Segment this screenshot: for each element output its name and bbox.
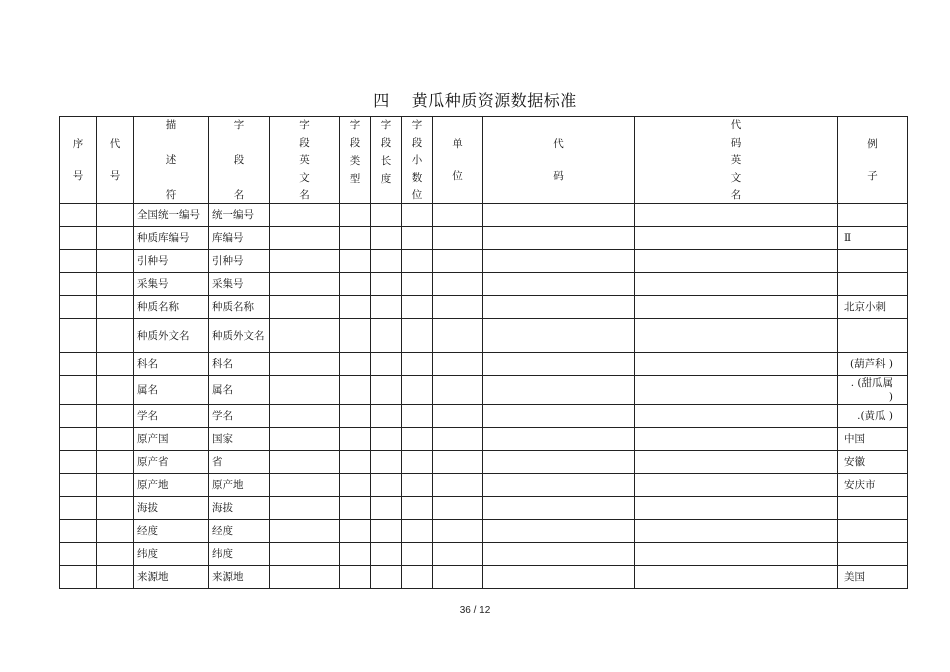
table-row [60, 451, 908, 474]
empty-cell [371, 296, 402, 319]
field-name-cell: 科名 [209, 353, 270, 376]
field-name-cell: 纬度 [209, 543, 270, 566]
field-name-cell: 属名 [209, 376, 270, 405]
field-name-cell: 种质名称 [209, 296, 270, 319]
empty-cell [433, 451, 483, 474]
header-char: 名 [233, 189, 245, 201]
empty-cell [433, 319, 483, 353]
empty-cell [60, 227, 97, 250]
empty-cell [270, 405, 340, 428]
empty-cell [371, 474, 402, 497]
empty-cell [635, 520, 838, 543]
header-char: 文 [299, 171, 310, 184]
table-row [60, 273, 908, 296]
table-row [60, 376, 908, 405]
empty-cell [635, 474, 838, 497]
descriptor-cell: 原产地 [134, 474, 209, 497]
example-cell [838, 520, 908, 543]
empty-cell [433, 250, 483, 273]
empty-cell [635, 405, 838, 428]
empty-cell [97, 376, 134, 405]
empty-cell [270, 319, 340, 353]
header-char: 字 [349, 119, 361, 131]
empty-cell [270, 566, 340, 589]
empty-cell [340, 520, 371, 543]
header-char: 英 [730, 154, 742, 166]
empty-cell [60, 566, 97, 589]
empty-cell [371, 319, 402, 353]
descriptor-cell: 采集号 [134, 273, 209, 296]
empty-cell [433, 428, 483, 451]
empty-cell [483, 204, 635, 227]
empty-cell [402, 497, 433, 520]
empty-cell [60, 428, 97, 451]
empty-cell [433, 566, 483, 589]
empty-cell [635, 428, 838, 451]
empty-cell [97, 296, 134, 319]
empty-cell [433, 273, 483, 296]
empty-cell [483, 543, 635, 566]
empty-cell [433, 296, 483, 319]
page-title [0, 88, 950, 111]
empty-cell [340, 405, 371, 428]
empty-cell [60, 474, 97, 497]
empty-cell [97, 319, 134, 353]
table-row [60, 204, 908, 227]
table-row [60, 227, 908, 250]
empty-cell [270, 227, 340, 250]
empty-cell [402, 319, 433, 353]
empty-cell [270, 376, 340, 405]
field-name-cell: 学名 [209, 405, 270, 428]
header-cell-field-length [371, 117, 402, 204]
field-name-cell: 国家 [209, 428, 270, 451]
empty-cell [270, 353, 340, 376]
empty-cell [270, 543, 340, 566]
empty-cell [433, 204, 483, 227]
example-cell [838, 543, 908, 566]
table-row [60, 296, 908, 319]
page-total: 12 [479, 605, 491, 616]
table-row [60, 319, 908, 353]
header-cell-code [97, 117, 134, 204]
descriptor-cell: 引种号 [134, 250, 209, 273]
empty-cell [433, 227, 483, 250]
empty-cell [371, 428, 402, 451]
empty-cell [402, 543, 433, 566]
empty-cell [60, 353, 97, 376]
empty-cell [483, 520, 635, 543]
header-char: 段 [411, 136, 423, 149]
header-char: 度 [380, 173, 392, 185]
header-char: 位 [411, 189, 423, 201]
empty-cell [402, 353, 433, 376]
page-number: 36 [459, 605, 471, 616]
header-cell-descriptor [134, 117, 209, 204]
empty-cell [270, 250, 340, 273]
header-cell-code-values [483, 117, 635, 204]
empty-cell [433, 520, 483, 543]
header-char: 码 [730, 136, 742, 149]
field-name-cell: 种质外文名 [209, 319, 270, 353]
example-cell: Ⅱ [838, 227, 908, 250]
table-row [60, 497, 908, 520]
table-row [60, 428, 908, 451]
empty-cell [270, 520, 340, 543]
table-row [60, 405, 908, 428]
field-name-cell: 库编号 [209, 227, 270, 250]
example-cell: . (甜瓜属 ) [838, 376, 908, 405]
descriptor-cell: 科名 [134, 353, 209, 376]
descriptor-cell: 种质库编号 [134, 227, 209, 250]
empty-cell [340, 376, 371, 405]
descriptor-cell: 原产省 [134, 451, 209, 474]
empty-cell [60, 405, 97, 428]
empty-cell [402, 520, 433, 543]
empty-cell [270, 273, 340, 296]
header-char: 数 [411, 171, 423, 184]
empty-cell [635, 353, 838, 376]
empty-cell [402, 474, 433, 497]
empty-cell [340, 543, 371, 566]
empty-cell [371, 520, 402, 543]
empty-cell [371, 497, 402, 520]
header-char: 类 [349, 155, 361, 167]
empty-cell [483, 566, 635, 589]
empty-cell [340, 451, 371, 474]
field-name-cell: 采集号 [209, 273, 270, 296]
example-cell: 安庆市 [838, 474, 908, 497]
descriptor-cell: 纬度 [134, 543, 209, 566]
table-row [60, 520, 908, 543]
example-cell [838, 250, 908, 273]
field-name-cell: 海拔 [209, 497, 270, 520]
empty-cell [371, 204, 402, 227]
empty-cell [433, 353, 483, 376]
header-cell-unit [433, 117, 483, 204]
empty-cell [483, 296, 635, 319]
header-char: 字 [411, 119, 423, 131]
empty-cell [60, 250, 97, 273]
empty-cell [483, 474, 635, 497]
empty-cell [483, 319, 635, 353]
empty-cell [402, 227, 433, 250]
empty-cell [97, 451, 134, 474]
descriptor-cell: 种质外文名 [134, 319, 209, 353]
empty-cell [635, 566, 838, 589]
empty-cell [270, 296, 340, 319]
empty-cell [97, 250, 134, 273]
empty-cell [402, 204, 433, 227]
empty-cell [270, 428, 340, 451]
empty-cell [340, 497, 371, 520]
empty-cell [371, 376, 402, 405]
empty-cell [60, 451, 97, 474]
empty-cell [371, 566, 402, 589]
header-cell-field-english-name [270, 117, 340, 204]
descriptor-cell: 种质名称 [134, 296, 209, 319]
header-char: 描 [165, 119, 177, 131]
empty-cell [402, 566, 433, 589]
header-char: 字 [233, 119, 245, 131]
empty-cell [402, 428, 433, 451]
empty-cell [60, 376, 97, 405]
header-char: 代 [730, 119, 742, 131]
header-cell-index [60, 117, 97, 204]
field-name-cell: 原产地 [209, 474, 270, 497]
empty-cell [635, 451, 838, 474]
header-char: 单 [452, 137, 463, 150]
empty-cell [340, 273, 371, 296]
field-name-cell: 统一编号 [209, 204, 270, 227]
header-char: 小 [411, 154, 423, 166]
table-row [60, 474, 908, 497]
header-char: 英 [299, 154, 310, 166]
empty-cell [340, 474, 371, 497]
example-cell [838, 273, 908, 296]
example-cell: 安徽 [838, 451, 908, 474]
empty-cell [97, 497, 134, 520]
empty-cell [60, 319, 97, 353]
empty-cell [635, 273, 838, 296]
header-char: 字 [380, 119, 392, 131]
field-name-cell: 经度 [209, 520, 270, 543]
empty-cell [371, 250, 402, 273]
empty-cell [97, 405, 134, 428]
empty-cell [371, 353, 402, 376]
empty-cell [371, 405, 402, 428]
page-separator: / [473, 605, 477, 616]
table-row [60, 353, 908, 376]
header-cell-example [838, 117, 908, 204]
descriptor-cell: 海拔 [134, 497, 209, 520]
empty-cell [97, 474, 134, 497]
empty-cell [60, 296, 97, 319]
empty-cell [483, 428, 635, 451]
empty-cell [483, 497, 635, 520]
empty-cell [340, 319, 371, 353]
empty-cell [60, 543, 97, 566]
header-char: 段 [299, 136, 310, 149]
header-char: 号 [72, 170, 84, 183]
empty-cell [402, 451, 433, 474]
empty-cell [60, 204, 97, 227]
example-cell [838, 497, 908, 520]
empty-cell [371, 451, 402, 474]
empty-cell [483, 273, 635, 296]
example-cell [838, 319, 908, 353]
empty-cell [97, 273, 134, 296]
example-cell: .(黄瓜 ) [838, 405, 908, 428]
empty-cell [97, 566, 134, 589]
title-text: 黄瓜种质资源数据标准 [411, 91, 577, 110]
section-number: 四 [373, 91, 390, 110]
empty-cell [433, 376, 483, 405]
table-row [60, 543, 908, 566]
descriptor-cell: 学名 [134, 405, 209, 428]
empty-cell [483, 353, 635, 376]
empty-cell [97, 353, 134, 376]
header-char: 子 [867, 170, 878, 183]
header-char: 号 [109, 170, 121, 183]
empty-cell [270, 474, 340, 497]
header-char: 名 [299, 189, 310, 201]
empty-cell [97, 227, 134, 250]
empty-cell [635, 227, 838, 250]
empty-cell [635, 376, 838, 405]
empty-cell [433, 497, 483, 520]
header-char: 字 [299, 119, 310, 131]
empty-cell [340, 296, 371, 319]
header-cell-field-decimals [402, 117, 433, 204]
empty-cell [340, 353, 371, 376]
header-char: 型 [349, 173, 361, 185]
empty-cell [60, 520, 97, 543]
empty-cell [402, 376, 433, 405]
header-char: 例 [867, 137, 878, 150]
header-char: 段 [349, 137, 361, 149]
empty-cell [97, 520, 134, 543]
empty-cell [340, 566, 371, 589]
header-char: 段 [380, 137, 392, 149]
field-name-cell: 省 [209, 451, 270, 474]
header-char: 码 [553, 170, 564, 183]
header-cell-code-english-name [635, 117, 838, 204]
empty-cell [340, 204, 371, 227]
header-char: 述 [165, 154, 177, 166]
page-footer [0, 605, 950, 616]
header-char: 段 [233, 154, 245, 166]
empty-cell [60, 497, 97, 520]
empty-cell [483, 376, 635, 405]
empty-cell [635, 204, 838, 227]
empty-cell [402, 273, 433, 296]
empty-cell [270, 204, 340, 227]
example-cell: 中国 [838, 428, 908, 451]
empty-cell [433, 474, 483, 497]
empty-cell [340, 428, 371, 451]
field-name-cell: 来源地 [209, 566, 270, 589]
descriptor-cell: 原产国 [134, 428, 209, 451]
header-char: 文 [730, 171, 742, 184]
empty-cell [433, 543, 483, 566]
descriptor-cell: 属名 [134, 376, 209, 405]
empty-cell [340, 227, 371, 250]
empty-cell [483, 250, 635, 273]
empty-cell [371, 543, 402, 566]
empty-cell [97, 204, 134, 227]
empty-cell [433, 405, 483, 428]
empty-cell [635, 319, 838, 353]
empty-cell [340, 250, 371, 273]
empty-cell [483, 405, 635, 428]
header-cell-field-type [340, 117, 371, 204]
empty-cell [635, 250, 838, 273]
header-char: 序 [72, 137, 84, 150]
table-row [60, 566, 908, 589]
example-cell: (葫芦科 ) [838, 353, 908, 376]
data-standard-table [59, 116, 908, 589]
empty-cell [97, 543, 134, 566]
empty-cell [635, 296, 838, 319]
example-cell: 美国 [838, 566, 908, 589]
empty-cell [402, 250, 433, 273]
empty-cell [60, 273, 97, 296]
header-char: 名 [730, 189, 742, 201]
header-char: 符 [165, 189, 177, 201]
header-char: 长 [380, 155, 392, 167]
empty-cell [270, 497, 340, 520]
header-char: 位 [452, 170, 463, 183]
empty-cell [402, 405, 433, 428]
example-cell: 北京小刺 [838, 296, 908, 319]
descriptor-cell: 来源地 [134, 566, 209, 589]
example-cell [838, 204, 908, 227]
empty-cell [97, 428, 134, 451]
empty-cell [371, 273, 402, 296]
header-char: 代 [109, 137, 121, 150]
descriptor-cell: 全国统一编号 [134, 204, 209, 227]
header-cell-field-name [209, 117, 270, 204]
field-name-cell: 引种号 [209, 250, 270, 273]
header-char: 代 [553, 137, 564, 150]
empty-cell [270, 451, 340, 474]
descriptor-cell: 经度 [134, 520, 209, 543]
header-row [60, 117, 908, 204]
empty-cell [635, 543, 838, 566]
empty-cell [635, 497, 838, 520]
empty-cell [371, 227, 402, 250]
empty-cell [483, 227, 635, 250]
table-row [60, 250, 908, 273]
empty-cell [402, 296, 433, 319]
empty-cell [483, 451, 635, 474]
